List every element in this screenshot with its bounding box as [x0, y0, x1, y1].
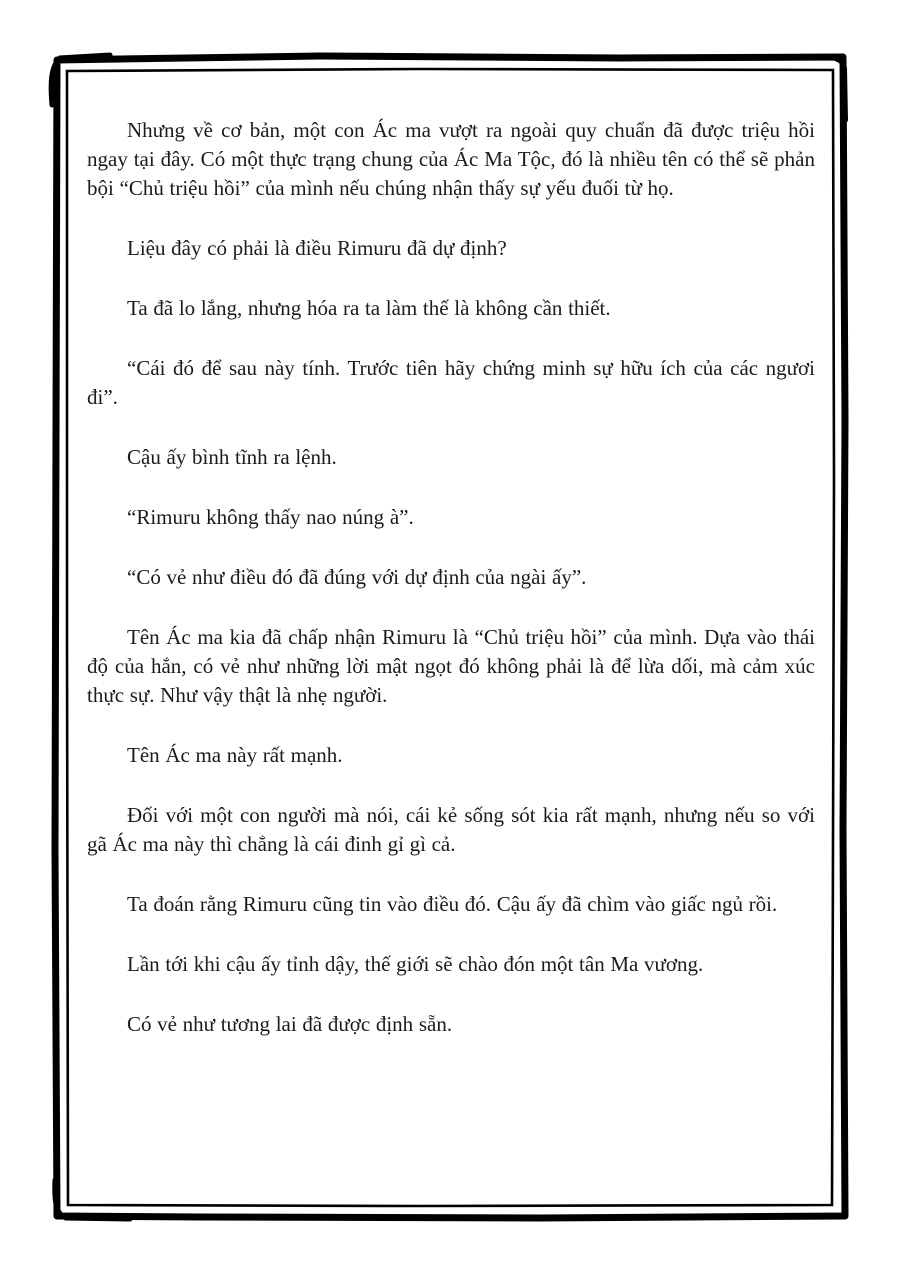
paragraph: “Cái đó để sau này tính. Trước tiên hãy chứng minh sự hữu ích của các ngươi đi”. — [87, 356, 815, 409]
paragraph: Nhưng về cơ bản, một con Ác ma vượt ra ngoài quy chuẩn đã được triệu hồi ngay tại đây. Có một thực trạng chung của Ác Ma Tộc, đó là nhiều tên có thể sẽ phản bội “Chủ triệu hồi” của mình nếu chúng nhận thấy sự yếu đuối từ họ. — [87, 118, 815, 200]
novel-page-text — [87, 116, 815, 1070]
paragraph: Cậu ấy bình tĩnh ra lệnh. — [127, 445, 337, 469]
paragraph: Tên Ác ma này rất mạnh. — [127, 743, 343, 767]
paragraph: Ta đã lo lắng, nhưng hóa ra ta làm thế là không cần thiết. — [127, 296, 611, 320]
paragraph: Có vẻ như tương lai đã được định sẵn. — [127, 1012, 453, 1036]
paragraph: Liệu đây có phải là điều Rimuru đã dự định? — [127, 236, 507, 260]
paragraph: Đối với một con người mà nói, cái kẻ sống sót kia rất mạnh, nhưng nếu so với gã Ác ma này thì chẳng là cái đinh gỉ gì cả. — [87, 803, 815, 856]
paragraph: Ta đoán rằng Rimuru cũng tin vào điều đó. Cậu ấy đã chìm vào giấc ngủ rồi. — [127, 892, 778, 916]
paragraph: Lần tới khi cậu ấy tỉnh dậy, thế giới sẽ chào đón một tân Ma vương. — [127, 952, 704, 976]
paragraph: “Rimuru không thấy nao núng à”. — [127, 505, 414, 529]
frame-corner-accent-top-right — [800, 56, 846, 120]
paragraph: “Có vẻ như điều đó đã đúng với dự định của ngài ấy”. — [127, 565, 587, 589]
paragraph: Tên Ác ma kia đã chấp nhận Rimuru là “Chủ triệu hồi” của mình. Dựa vào thái độ của hắn, có vẻ như những lời mật ngọt đó không phải là để lừa dối, mà cảm xúc thực sự. Như vậy thật là nhẹ người. — [87, 625, 815, 707]
